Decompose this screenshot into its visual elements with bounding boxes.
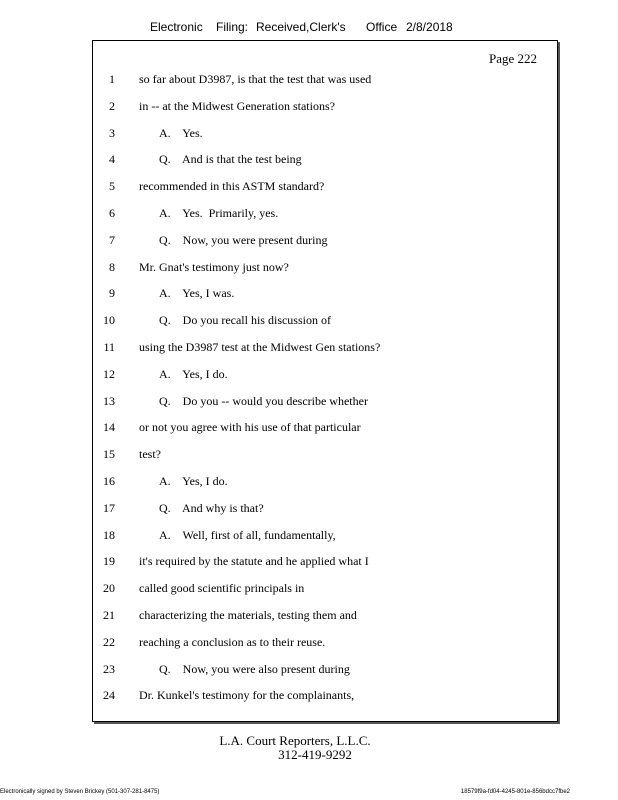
- line-number: 12: [103, 366, 115, 381]
- line-number: 14: [103, 420, 115, 435]
- line-number: 18: [103, 527, 115, 542]
- line-number: 15: [103, 447, 115, 462]
- filing-header: [0, 20, 618, 36]
- line-text: A. Well, first of all, fundamentally,: [159, 527, 336, 542]
- line-text: A. Yes, I do.: [159, 366, 228, 381]
- line-number: 23: [103, 661, 115, 676]
- header-date: 2/8/2018: [406, 20, 453, 34]
- line-number: 16: [103, 473, 115, 488]
- line-number: 5: [109, 179, 115, 194]
- transcript-line: [93, 124, 557, 151]
- transcript-line: [93, 177, 557, 204]
- line-text: using the D3987 test at the Midwest Gen stations?: [139, 339, 381, 354]
- transcript-line: [93, 311, 557, 338]
- court-reporter-name: L.A. Court Reporters, L.L.C.: [219, 733, 371, 748]
- transcript-page: [92, 40, 558, 722]
- line-number: 24: [103, 688, 115, 703]
- transcript-line: [93, 284, 557, 311]
- transcript-line: [93, 552, 557, 579]
- line-text: reaching a conclusion as to their reuse.: [139, 634, 326, 649]
- header-received: Received,Clerk's: [256, 20, 346, 34]
- transcript-line: [93, 338, 557, 365]
- court-reporter-phone: 312-419-9292: [278, 747, 352, 762]
- line-number: 20: [103, 581, 115, 596]
- line-text: Q. And why is that?: [159, 500, 264, 515]
- transcript-line: [93, 606, 557, 633]
- line-number: 7: [109, 232, 115, 247]
- line-text: it's required by the statute and he applied what I: [139, 554, 369, 569]
- header-office: Office: [366, 20, 398, 34]
- transcript-line: [93, 365, 557, 392]
- line-text: recommended in this ASTM standard?: [139, 179, 325, 194]
- transcript-line: [93, 392, 557, 419]
- line-number: 2: [109, 98, 115, 113]
- line-text: Dr. Kunkel's testimony for the complainants,: [139, 688, 355, 703]
- transcript-line: [93, 686, 557, 713]
- transcript-line: [93, 499, 557, 526]
- line-number: 21: [103, 607, 115, 622]
- transcript-line: [93, 445, 557, 472]
- transcript-line: [93, 472, 557, 499]
- line-number: 13: [103, 393, 115, 408]
- line-text: A. Yes, I do.: [159, 473, 228, 488]
- line-number: 9: [109, 286, 115, 301]
- line-text: characterizing the materials, testing them and: [139, 607, 357, 622]
- transcript-line: [93, 526, 557, 553]
- electronic-signature: Electronically signed by Steven Brickey (501-307-281-8475): [0, 789, 160, 795]
- transcript-line: [93, 660, 557, 687]
- transcript-line: [93, 418, 557, 445]
- transcript-lines: [93, 70, 557, 713]
- line-text: Mr. Gnat's testimony just now?: [139, 259, 289, 274]
- document-hash: 18579f9a-fd04-4245-801e-856bdcc7fbe2: [460, 789, 570, 795]
- line-text: Q. Do you recall his discussion of: [159, 313, 331, 328]
- transcript-line: [93, 70, 557, 97]
- line-number: 8: [109, 259, 115, 274]
- line-number: 10: [103, 313, 115, 328]
- line-text: in -- at the Midwest Generation stations?: [139, 98, 335, 113]
- line-text: Q. Now, you were present during: [159, 232, 328, 247]
- transcript-line: [93, 97, 557, 124]
- line-text: test?: [139, 447, 161, 462]
- transcript-line: [93, 579, 557, 606]
- page-number: Page 222: [488, 51, 537, 66]
- line-number: 3: [109, 125, 115, 140]
- line-text: Q. Do you -- would you describe whether: [159, 393, 368, 408]
- line-number: 6: [109, 205, 115, 220]
- transcript-line: [93, 150, 557, 177]
- line-text: A. Yes, I was.: [159, 286, 235, 301]
- line-text: Q. Now, you were also present during: [159, 661, 350, 676]
- line-number: 4: [109, 152, 115, 167]
- line-text: or not you agree with his use of that particular: [139, 420, 361, 435]
- line-text: A. Yes. Primarily, yes.: [159, 205, 279, 220]
- transcript-line: [93, 258, 557, 285]
- header-filing: Filing:: [216, 20, 249, 34]
- line-number: 11: [103, 339, 115, 354]
- line-text: so far about D3987, is that the test that was used: [139, 72, 372, 86]
- transcript-line: [93, 633, 557, 660]
- line-number: 22: [103, 634, 115, 649]
- line-number: 1: [109, 72, 115, 86]
- line-text: called good scientific principals in: [139, 581, 305, 596]
- transcript-line: [93, 204, 557, 231]
- line-number: 17: [103, 500, 115, 515]
- header-electronic: Electronic: [150, 20, 203, 34]
- transcript-line: [93, 231, 557, 258]
- line-number: 19: [103, 554, 115, 569]
- line-text: Q. And is that the test being: [159, 152, 302, 167]
- line-text: A. Yes.: [159, 125, 203, 140]
